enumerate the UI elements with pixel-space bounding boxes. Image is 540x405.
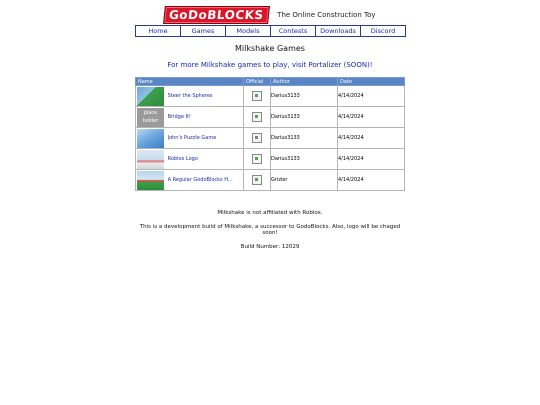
- game-link[interactable]: John's Puzzle Game: [167, 135, 217, 141]
- column-header-author: Author: [271, 78, 338, 86]
- disclaimer-text: Milkshake is not affiliated with Roblox.: [217, 210, 323, 216]
- main-nav: [135, 25, 406, 37]
- game-thumbnail[interactable]: place holder: [137, 108, 164, 127]
- game-thumbnail[interactable]: [137, 171, 164, 190]
- build-number: Build Number: 12029: [240, 244, 300, 250]
- page-footer: [135, 210, 405, 258]
- official-image-icon: [252, 175, 262, 185]
- site-logo[interactable]: GoDoBLOCKS: [164, 6, 271, 24]
- site-tagline: The Online Construction Toy: [277, 10, 376, 19]
- nav-downloads[interactable]: Downloads: [316, 26, 361, 36]
- date-cell: 4/14/2024: [338, 170, 405, 191]
- table-row: [136, 86, 405, 107]
- official-cell: [244, 86, 271, 107]
- official-cell: [244, 107, 271, 128]
- official-image-icon: [252, 112, 262, 122]
- official-cell: [244, 149, 271, 170]
- page-title: Milkshake Games: [235, 44, 305, 53]
- table-row: [136, 107, 405, 128]
- game-thumbnail[interactable]: [137, 129, 164, 148]
- official-cell: [244, 128, 271, 149]
- promo-link[interactable]: For more Milkshake games to play, visit Portalizer (SOON)!: [167, 61, 373, 69]
- game-thumbnail[interactable]: [137, 150, 164, 169]
- author-cell: Grizler: [271, 170, 338, 191]
- column-header-date: Date: [338, 78, 405, 86]
- author-cell: Darius3133: [271, 149, 338, 170]
- games-table: [135, 77, 405, 191]
- game-name-cell: [136, 86, 244, 107]
- site-header: [0, 4, 540, 24]
- game-name-cell: [136, 107, 244, 128]
- table-row: [136, 128, 405, 149]
- nav-contests[interactable]: Contests: [271, 26, 316, 36]
- official-image-icon: [252, 91, 262, 101]
- column-header-official: Official: [244, 78, 271, 86]
- nav-games[interactable]: Games: [181, 26, 226, 36]
- table-row: [136, 170, 405, 191]
- date-cell: 4/14/2024: [338, 149, 405, 170]
- game-name-cell: [136, 149, 244, 170]
- nav-discord[interactable]: Discord: [370, 27, 396, 35]
- game-name-cell: [136, 128, 244, 149]
- author-cell: Darius3133: [271, 107, 338, 128]
- game-thumbnail[interactable]: [137, 87, 164, 106]
- official-image-icon: [252, 154, 262, 164]
- author-cell: Darius3133: [271, 128, 338, 149]
- column-header-name: Name: [136, 78, 244, 86]
- official-image-icon: [252, 133, 262, 143]
- nav-models[interactable]: Models: [226, 26, 271, 36]
- game-link[interactable]: Steer the Spheres: [167, 93, 213, 99]
- date-cell: 4/14/2024: [338, 86, 405, 107]
- nav-home[interactable]: Home: [136, 26, 181, 36]
- dev-note-text: This is a development build of Milkshake, a successor to GodoBlocks. Also, logo will be chaged soon!: [139, 224, 401, 236]
- official-cell: [244, 170, 271, 191]
- game-link[interactable]: A Regular GodoBlocks H...: [167, 177, 233, 183]
- table-row: [136, 149, 405, 170]
- date-cell: 4/14/2024: [338, 128, 405, 149]
- game-name-cell: [136, 170, 244, 191]
- game-link[interactable]: Bridge It!: [167, 114, 191, 120]
- author-cell: Darius3133: [271, 86, 338, 107]
- game-link[interactable]: Roblox Logo: [167, 156, 198, 162]
- table-header-row: [136, 78, 405, 86]
- date-cell: 4/14/2024: [338, 107, 405, 128]
